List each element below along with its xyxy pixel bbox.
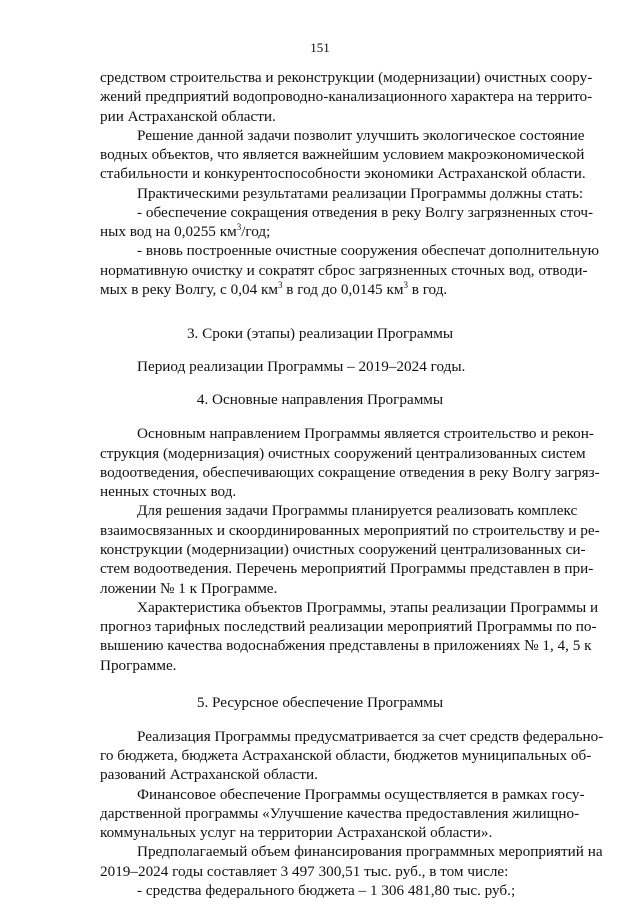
text-line [100,280,540,300]
text-fragment: /год; [241,223,271,241]
text-line: нормативную очистку и сократят сброс загрязненных сточных вод, отводи- [100,261,588,279]
text-line: Период реализации Программы – 2019–2024 годы. [137,357,466,375]
text-line: Решение данной задачи позволит улучшить экологическое состояние [137,126,585,144]
text-line: 2019–2024 годы составляет 3 497 300,51 тыс. руб., в том числе: [100,862,509,880]
superscript: 3 [277,279,283,290]
superscript: 3 [403,279,408,290]
text-line: - обеспечение сокращения отведения в реку Волгу загрязненных сточ- [137,203,594,221]
text-line: стабильности и конкурентоспособности экономики Астраханской области. [100,165,586,183]
text-line: рии Астраханской области. [100,107,276,125]
text-line: го бюджета, бюджета Астраханской области, бюджетов муниципальных об- [100,747,592,765]
section-heading-4: 4. Основные направления Программы [196,390,444,408]
text-fragment: в год. [407,280,448,298]
text-line: Основным направлением Программы является строительство и рекон- [137,425,594,443]
text-line: прогноз тарифных последствий реализации мероприятий Программы по по- [100,618,597,636]
text-line: Финансовое обеспечение Программы осуществляется в рамках госу- [137,785,585,803]
text-fragment: мых в реку Волгу, с 0,04 км [100,280,278,298]
text-line: Реализация Программы предусматривается за счет средств федерально- [137,727,604,745]
page-number: 151 [310,40,330,55]
text-line: Для решения задачи Программы планируется реализовать комплекс [137,502,578,520]
text-line: - вновь построенные очистные сооружения обеспечат дополнительную [137,242,599,260]
text-line: коммунальных услуг на территории Астраханской области». [100,824,493,842]
text-line: струкция (модернизация) очистных сооружений централизованных систем [100,444,586,462]
text-line: водных объектов, что является важнейшим условием макроэкономической [100,146,585,164]
text-line: средством строительства и реконструкции (модернизации) очистных соору- [100,69,593,86]
superscript: 3 [236,222,242,233]
text-line [100,222,540,242]
text-line: ненных сточных вод. [100,483,237,501]
text-line: жений предприятий водопроводно-канализационного характера на террито- [100,88,593,106]
text-line: конструкции (модернизации) очистных сооружений централизованных си- [100,541,586,558]
text-line: - средства федерального бюджета – 1 306 481,80 тыс. руб.; [137,882,516,899]
text-line: Практическими результатами реализации Программы должны стать: [137,184,584,202]
text-line: Программе. [100,656,177,674]
text-line: дарственной программы «Улучшение качества предоставления жилищно- [100,804,580,822]
text-line: Предполагаемый объем финансирования программных мероприятий на [137,843,603,861]
text-fragment: в год до 0,0145 км [282,280,404,298]
text-line: водоотведения, обеспечивающих сокращение отведения в реку Волгу загряз- [100,463,600,481]
text-fragment: ных вод на 0,0255 км [100,223,237,241]
text-line: стем водоотведения. Перечень мероприятий Программы представлен в при- [100,560,594,578]
section-heading-5: 5. Ресурсное обеспечение Программы [196,694,444,712]
section-heading-3: 3. Сроки (этапы) реализации Программы [186,325,454,343]
text-line: взаимосвязанных и скоординированных мероприятий по строительству и ре- [100,521,600,539]
text-line: ложении № 1 к Программе. [100,579,278,597]
text-line: разований Астраханской области. [100,766,318,784]
text-line: Характеристика объектов Программы, этапы реализации Программы и [137,598,599,616]
text-line: вышению качества водоснабжения представлены в приложениях № 1, 4, 5 к [100,637,592,655]
